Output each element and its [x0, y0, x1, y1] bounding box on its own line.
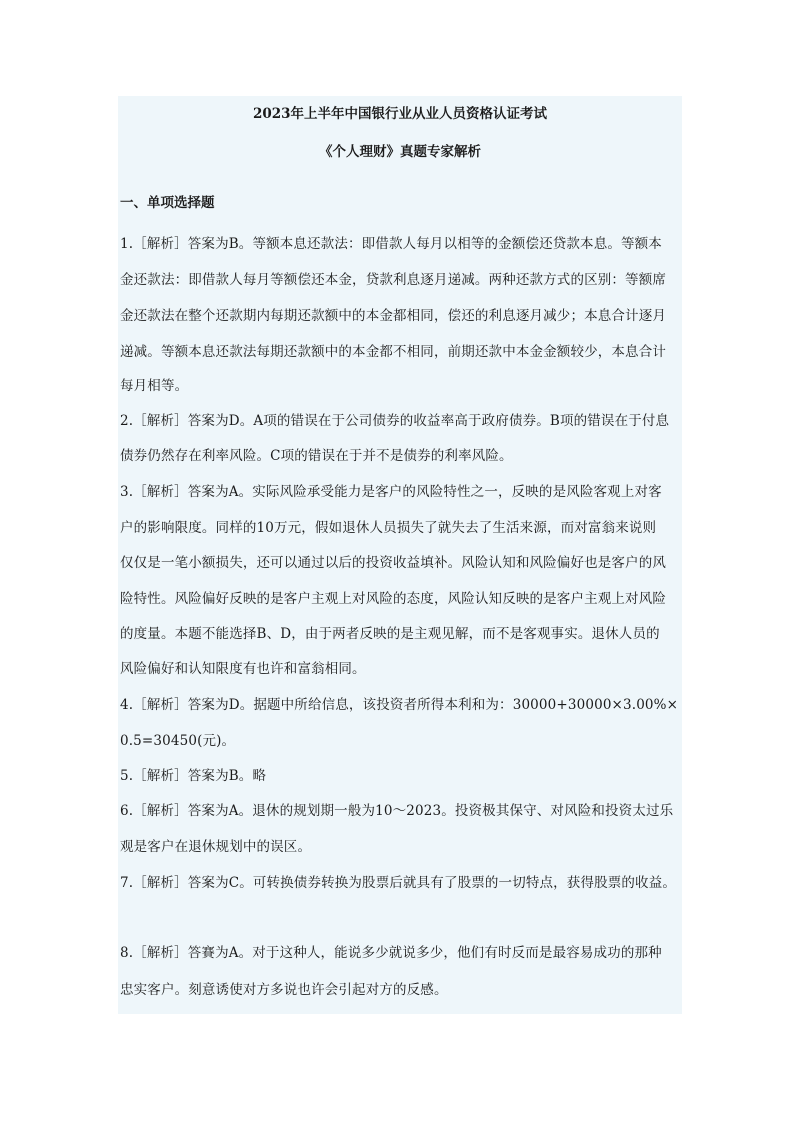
answer-3-line-5: 的度量。本题不能选择B、D，由于两者反映的是主观见解，而不是客观事实。退休人员的	[120, 626, 660, 642]
answer-6-line-2: 观是客户在退休规划中的误区。	[120, 839, 312, 855]
answer-3-line-3: 仅仅是一笔小额损失，还可以通过以后的投资收益填补。风险认知和风险偏好也是客户的风	[120, 555, 666, 571]
answer-1-line-4: 递减。等额本息还款法每期还款额中的本金都不相同，前期还款中本金金额较少，本息合计	[120, 344, 666, 360]
answer-3-line-2: 户的影响限度。同样的10万元，假如退休人员损失了就失去了生活来源，而对富翁来说则	[120, 520, 657, 536]
answer-4-line-1: 4.［解析］答案为D。据题中所给信息，该投资者所得本利和为：30000+30000×3.00%×	[120, 697, 679, 713]
answer-1-line-3: 金还款法在整个还款期内每期还款额中的本金都相同，偿还的利息逐月减少；本息合计逐月	[120, 308, 666, 324]
document-subtitle: 《个人理财》真题专家解析	[319, 144, 481, 160]
answer-2-line-2: 债券仍然存在利率风险。C项的错误在于并不是债券的利率风险。	[120, 448, 513, 464]
answer-1-line-1: 1.［解析］答案为B。等额本息还款法：即借款人每月以相等的金额偿还贷款本息。等额本	[120, 236, 662, 252]
answer-3-line-4: 险特性。风险偏好反映的是客户主观上对风险的态度，风险认知反映的是客户主观上对风险	[120, 591, 666, 607]
answer-8-line-2: 忠实客户。刻意诱使对方多说也许会引起对方的反感。	[120, 982, 448, 998]
answer-3-line-1: 3.［解析］答案为A。实际风险承受能力是客户的风险特性之一，反映的是风险客观上对客	[120, 484, 662, 500]
answer-3-line-6: 风险偏好和认知限度有也许和富翁相同。	[120, 661, 366, 677]
answer-2-line-1: 2.［解析］答案为D。A项的错误在于公司债券的收益率高于政府债券。B项的错误在于付息	[120, 413, 670, 429]
answer-1-line-5: 每月相等。	[120, 378, 189, 394]
answer-7-line-1: 7.［解析］答案为C。可转换债券转换为股票后就具有了股票的一切特点，获得股票的收益。	[120, 875, 677, 891]
section-heading: 一、单项选择题	[120, 195, 215, 211]
answer-8-line-1: 8.［解析］答賽为A。对于这种人，能说多少就说多少，他们有时反而是最容易成功的那种	[120, 945, 662, 961]
document-title: 2023年上半年中国银行业从业人员资格认证考试	[252, 106, 548, 122]
answer-5-line-1: 5.［解析］答案为B。略	[120, 768, 267, 784]
answer-1-line-2: 金还款法：即借款人每月等额偿还本金，贷款利息逐月递减。两种还款方式的区别：等额席	[120, 272, 666, 288]
answer-6-line-1: 6.［解析］答案为A。退休的规划期一般为10～2023。投资极其保守、对风险和投资太过乐	[120, 803, 674, 819]
answer-4-line-2: 0.5=30450(元)。	[120, 733, 236, 749]
